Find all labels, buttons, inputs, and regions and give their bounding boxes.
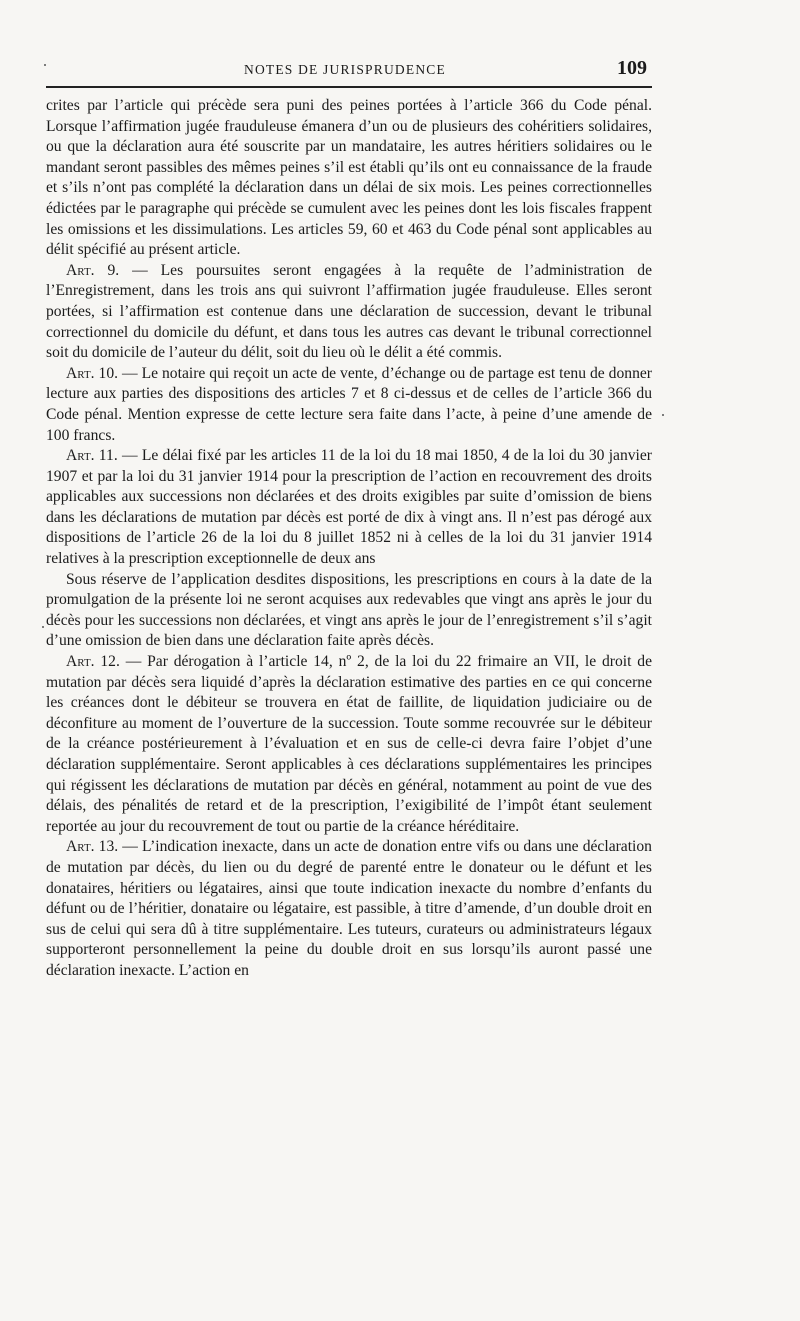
paragraph-text: crites par l’article qui précède sera puni des peines portées à l’article 366 du Code pénal. Lorsque l’affirmation jugée frauduleuse émanera d’un ou de plusieurs des cohéritiers solidaires, ou que la déclaration aura été souscrite par un mandataire, les autres héritiers solidaires ou le mandant seront passibles des mêmes peines s’il est établi qu’ils ont eu connaissance de la fraude et s’ils n’ont pas complété la déclaration dans un délai de six mois. Les peines correctionnelles édictées par le paragraphe qui précède se cumulent avec les peines dont les lois fiscales frappent les omissions et les dissimulations. Les articles 59, 60 et 463 du Code pénal sont applicables au délit spécifié au présent article. bbox=[46, 97, 652, 259]
paragraph-text: — Par dérogation à l’article 14, nº 2, de la loi du 22 frimaire an VII, le droit de mutation par décès sera liquidé d’après la déclaration estimative des parties en ce qui concerne les créances dont le débiteur se trouvera en état de faillite, de liquidation judiciaire ou de déconfiture au moment de l’ouverture de la succession. Toute somme recouvrée sur le débiteur de la créance postérieurement à l’évaluation et en sus de celle-ci devra faire l’objet d’une déclaration supplémentaire. Seront applicables à ces déclarations supplémentaires les principes qui régissent les déclarations de mutation par décès en général, notamment au point de vue des délais, des pénalités de retard et de la prescription, l’exigibilité de l’impôt étant seulement reportée au jour du recouvrement de tout ou partie de la créance héréditaire. bbox=[46, 653, 652, 835]
article-13-paragraph bbox=[46, 837, 652, 981]
article-heading: Art. 13. bbox=[66, 838, 119, 856]
paragraph-text: — L’indication inexacte, dans un acte de donation entre vifs ou dans une déclaration de mutation par décès, du lien ou du degré de parenté entre le donateur ou le défunt et les donataires, héritiers ou légataires, ainsi que toute indication inexacte du nombre d’enfants du défunt ou de l’héritier, donataire ou légataire, est passible, à titre d’amende, d’un double droit en sus de celui qui sera dû à titre supplémentaire. Les tuteurs, curateurs ou administrateurs légaux supporteront personnellement la peine du double droit en sus lorsqu’ils auront passé une déclaration inexacte. L’action en bbox=[46, 838, 652, 979]
paragraph-text: — Les poursuites seront engagées à la requête de l’administration de l’Enregistrement, dans les trois ans qui suivront l’affirmation jugée frauduleuse. Elles seront portées, si l’affirmation est contenue dans une déclaration de succession, devant le tribunal correctionnel du domicile du défunt, et dans tous les autres cas devant le tribunal correctionnel soit du domicile de l’auteur du délit, soit du lieu où le délit a été commis. bbox=[46, 261, 652, 362]
paper-speck bbox=[44, 64, 46, 66]
article-10-paragraph bbox=[46, 364, 652, 446]
paragraph-text: — Le notaire qui reçoit un acte de vente, d’échange ou de partage est tenu de donner lecture aux parties des dispositions des articles 7 et 8 ci-dessus et de celles de l’article 366 du Code pénal. Mention expresse de cette lecture sera faite dans l’acte, à peine d’une amende de 100 francs. bbox=[46, 364, 652, 444]
article-11-second-paragraph bbox=[46, 570, 652, 652]
paper-speck bbox=[42, 626, 44, 628]
article-11-paragraph bbox=[46, 446, 652, 570]
article-heading: Art. 12. bbox=[66, 653, 120, 671]
paper-speck bbox=[662, 414, 664, 416]
page-number: 109 bbox=[617, 57, 647, 79]
running-head bbox=[46, 52, 652, 84]
paragraph-continuation bbox=[46, 96, 652, 261]
article-9-paragraph bbox=[46, 261, 652, 364]
page bbox=[46, 52, 652, 982]
article-12-paragraph bbox=[46, 652, 652, 837]
article-heading: Art. 11. bbox=[66, 447, 118, 465]
article-heading: Art. 10. bbox=[66, 364, 119, 382]
article-heading: Art. 9. bbox=[66, 261, 120, 279]
header-rule bbox=[46, 86, 652, 88]
paragraph-text: — Le délai fixé par les articles 11 de la loi du 18 mai 1850, 4 de la loi du 30 janvier 1907 et par la loi du 31 janvier 1914 pour la prescription de l’action en recouvrement des droits applicables aux successions non déclarées et des droits exigibles par suite d’omission de biens dans les déclarations de mutation par décès est porté de dix à vingt ans. Il n’est pas dérogé aux dispositions de l’article 26 de la loi du 8 juillet 1852 ni à celles de la loi du 31 janvier 1914 relatives à la prescription exceptionnelle de deux ans bbox=[46, 447, 652, 568]
running-title: NOTES DE JURISPRUDENCE bbox=[244, 62, 446, 77]
paragraph-text: Sous réserve de l’application desdites dispositions, les prescriptions en cours à la date de la promulgation de la présente loi ne seront acquises aux redevables que vingt ans après le jour du décès pour les successions non déclarées, et vingt ans après le jour de l’enregistrement s’il s’agit d’une omission de bien dans une déclaration faite après décès. bbox=[46, 570, 652, 650]
